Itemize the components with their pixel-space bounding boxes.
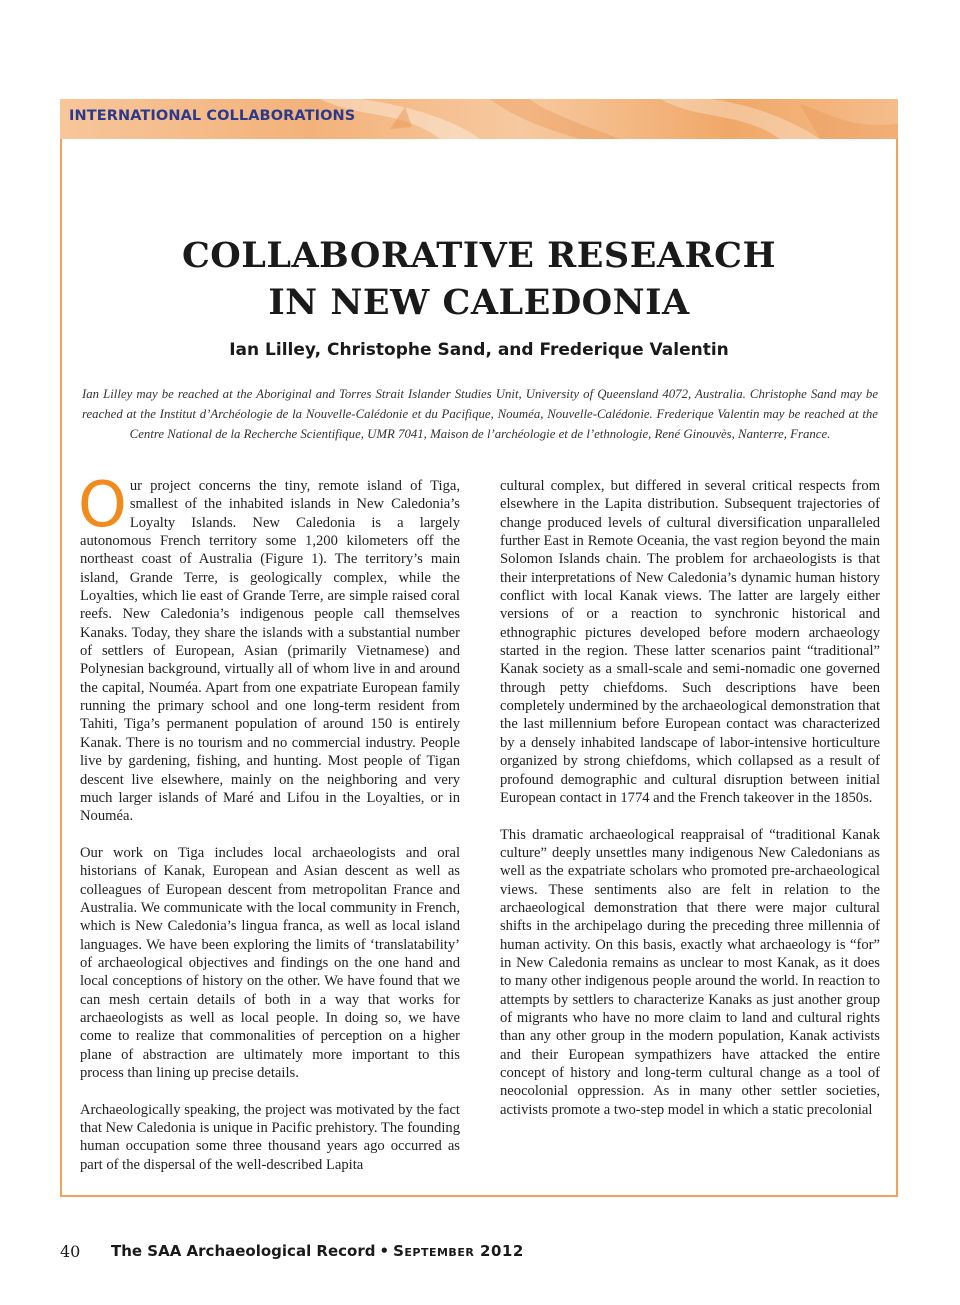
bullet-separator: • — [379, 1242, 390, 1260]
title-line-1: COLLABORATIVE RESEARCH — [181, 235, 777, 276]
section-label: INTERNATIONAL COLLABORATIONS — [69, 108, 356, 124]
journal-name: The SAA Archaeological Record — [111, 1242, 376, 1260]
page-number: 40 — [60, 1242, 81, 1261]
drop-cap: O — [78, 468, 127, 541]
right-column — [500, 477, 880, 1137]
left-column — [78, 468, 460, 1192]
body-paragraph: This dramatic archaeological reappraisal of “traditional Kanak culture” deeply unsettles many indigenous New Caledonians as well as the expatriate scholars who promoted pre-archaeological views. These sentiments also are felt in relation to the archaeological demonstration that there were major cultural shifts in the archipelago during the preceding three millennia of human activity. On this basis, exactly what archaeology is “for” in New Caledonia remains as unclear to most Kanak, as it does to many other indigenous people around the world. In reaction to attempts by settlers to characterize Kanaks as just another group of migrants who have no more claim to land and cultural rights than any other group in the modern population, Kanak activists and their European sympathizers have attacked the entire concept of history and long-term cultural change as a tool of neocolonial oppression. As in many other settler societies, activists promote a two-step model in which a static precolonial — [500, 826, 880, 1118]
paragraph-text: ur project concerns the tiny, remote island of Tiga, smallest of the inhabited islands in New Caledonia’s Loyalty Islands. New Caledonia is a largely autonomous French territory some 1,200 kilometers off the northeast coast of Australia (Figure 1). The territory’s main island, Grande Terre, is geologically complex, while the Loyalties, which lie east of Grande Terre, are simple raised coral reefs. New Caledonia’s indigenous people call themselves Kanaks. Today, they share the islands with a substantial number of settlers of European, Asian (primarily Vietnamese) and Polynesian background, virtually all of whom live in and around the capital, Nouméa. Apart from one expatriate European family running the primary school and one long-term resident from Tahiti, Tiga’s permanent population of around 150 is entirely Kanak. There is no tourism and no commercial industry. People live by gardening, fishing, and hunting. Most people of Tigan descent live elsewhere, mainly on the neighboring and very much larger islands of Maré and Lifou in the Loyalties, or in Nouméa. — [80, 478, 460, 825]
section-banner — [60, 99, 898, 139]
body-paragraph — [78, 468, 460, 826]
author-affiliations: Ian Lilley may be reached at the Aboriginal and Torres Strait Islander Studies Unit, University of Queensland 4072, Australia. Christophe Sand may be reached at the Institut d’Archéologie de la Nouvelle-Calédonie et du Pacifique, Nouméa, Nouvelle-Calédonie. Frederique Valentin may be reached at the Centre National de la Recherche Scientifique, UMR 7041, Maison de l’archéologie et de l’ethnologie, René Ginouvès, Nanterre, France. — [82, 387, 878, 441]
title-line-2: IN NEW CALEDONIA — [268, 282, 690, 323]
body-paragraph: Archaeologically speaking, the project was motivated by the fact that New Caledonia is unique in Pacific prehistory. The founding human occupation some three thousand years ago occurred as part of the dispersal of the well-described Lapita — [80, 1101, 460, 1173]
article-title — [60, 232, 898, 326]
page-footer — [60, 1242, 898, 1266]
journal-citation — [111, 1242, 524, 1260]
issue-date: September 2012 — [393, 1242, 524, 1260]
body-paragraph: Our work on Tiga includes local archaeologists and oral historians of Kanak, European and Asian descent as well as colleagues of European descent from metropolitan France and Australia. We communicate with the local community in French, which is New Caledonia’s lingua franca, as well as local island languages. We have been exploring the limits of ‘translatability’ of archaeological objectives and findings on the one hand and local conceptions of history on the other. We have found that we can mesh certain details of both in a way that works for archaeologists as well as local people. In doing so, we have come to realize that commonalities of perception on a higher plane of abstraction are ultimately more important to this process than lining up precise details. — [80, 844, 460, 1081]
body-paragraph: cultural complex, but differed in several critical respects from elsewhere in the Lapita distribution. Subsequent trajectories of change produced levels of cultural diversification unparalleled further East in Remote Oceania, the vast region beyond the main Solomon Islands chain. The problem for archaeologists is that their interpretations of New Caledonia’s dynamic human history conflict with local Kanak views. The latter are largely either versions of or a reaction to synchronic historical and ethnographic pictures developed before modern archaeology started in the region. These latter scenarios paint “traditional” Kanak society as a small-scale and semi-nomadic one governed through petty chiefdoms. Such descriptions have been completely undermined by the archaeological demonstration that the last millennium before European contact was characterized by a densely inhabited landscape of labor-intensive horticulture organized by strong chiefdoms, which collapsed as a result of profound demographic and cultural disruption between initial European contact in 1774 and the French takeover in the 1850s. — [500, 478, 880, 806]
author-list: Ian Lilley, Christophe Sand, and Frederique Valentin — [229, 340, 729, 360]
